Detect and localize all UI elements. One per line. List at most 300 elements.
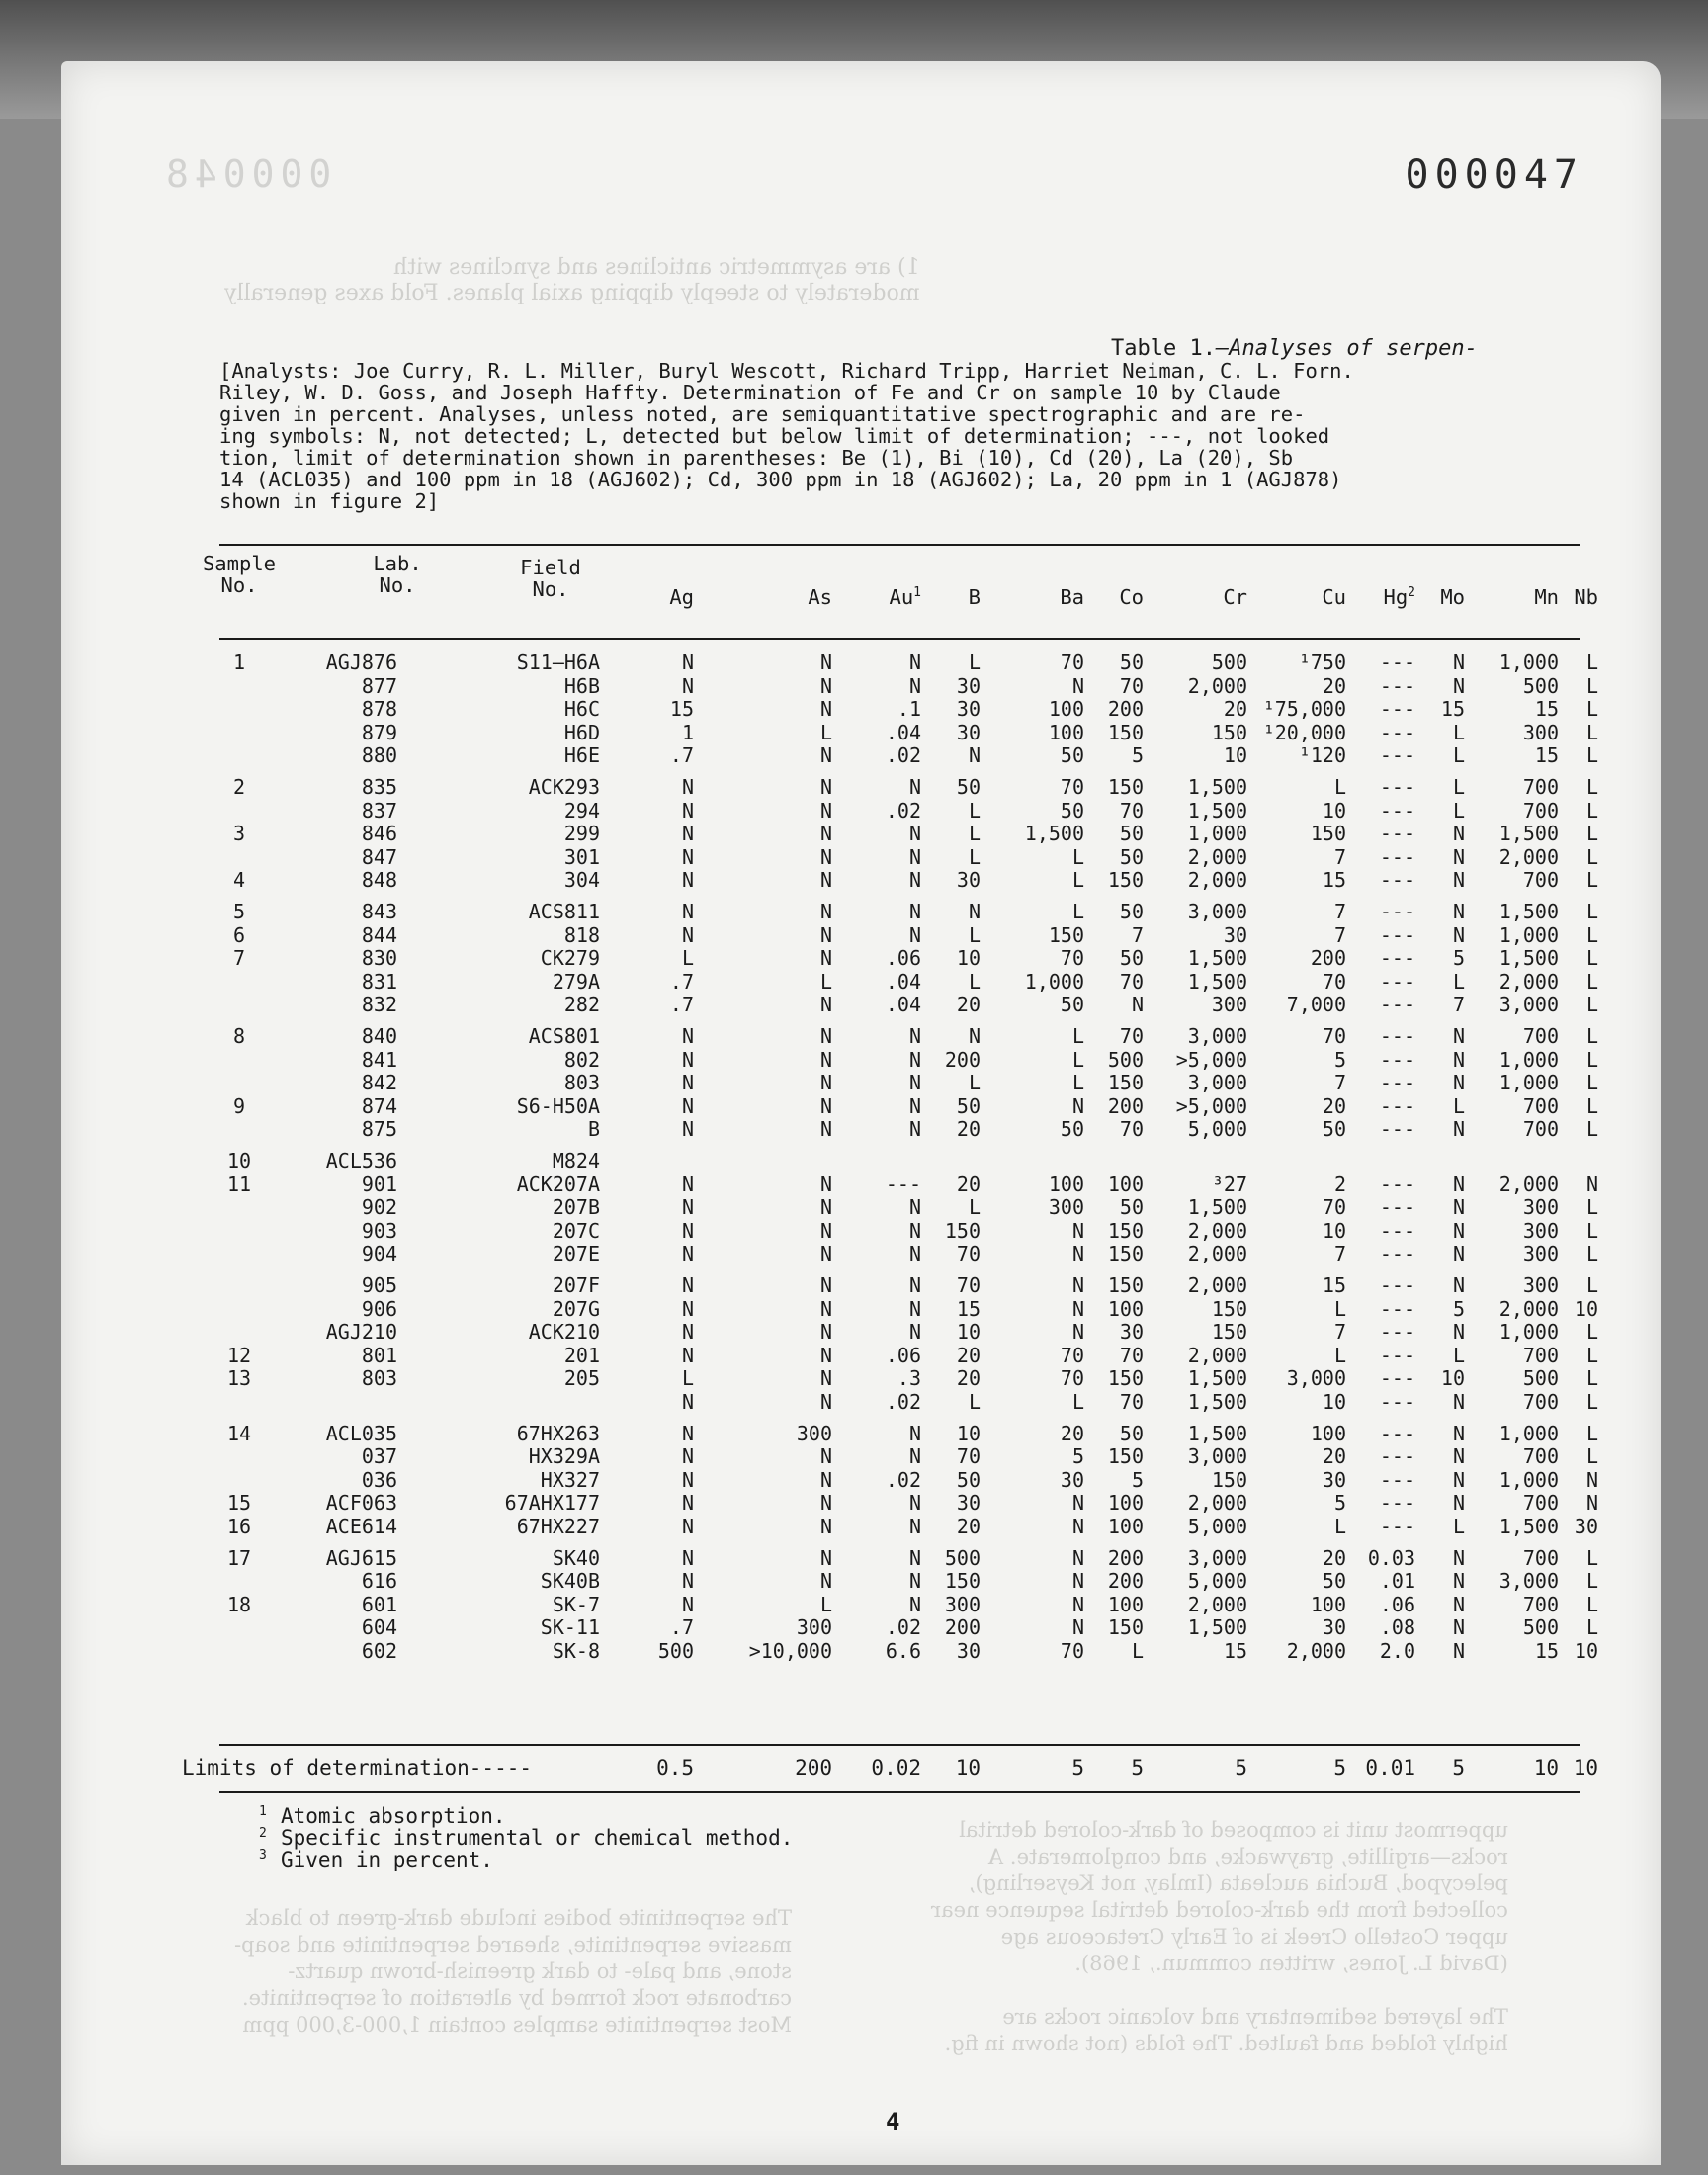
table-cell-field: SK-8: [552, 1639, 600, 1663]
table-cell-cu: 7: [1333, 1071, 1346, 1095]
table-cell-mo: L: [1452, 743, 1465, 768]
table-cell-hg: ---: [1379, 1320, 1415, 1345]
header-bottom-rule: [219, 638, 1580, 640]
table-cell-hg: ---: [1379, 1467, 1415, 1492]
table-cell-field: H6E: [563, 743, 600, 768]
table-cell-b: 50: [956, 1093, 981, 1118]
table-cell-cu: 7: [1333, 1320, 1346, 1345]
table-cell-cr: 1,500: [1187, 1615, 1247, 1640]
table-cell-ag: N: [681, 868, 694, 893]
table-cell-ag: N: [681, 1024, 694, 1048]
table-cell-mo: N: [1452, 1242, 1465, 1266]
header-lab: No.: [379, 573, 416, 597]
table-cell-b: L: [968, 1071, 981, 1095]
table-cell-co: 150: [1107, 1242, 1144, 1266]
table-cell-co: L: [1131, 1639, 1144, 1663]
caption-line: shown in figure 2]: [219, 489, 440, 513]
table-cell-hg: ---: [1379, 822, 1415, 846]
table-cell-mn: 700: [1522, 1592, 1559, 1616]
table-cell-nb: L: [1585, 1273, 1598, 1297]
table-cell-mn: 300: [1522, 1273, 1559, 1297]
table-cell-mo: N: [1452, 1195, 1465, 1220]
table-cell-field: SK40: [552, 1545, 600, 1570]
header-element-label: B: [968, 585, 981, 609]
table-cell-co: 50: [1119, 651, 1144, 674]
table-cell-b: 70: [956, 1273, 981, 1297]
table-cell-field: S6-H50A: [516, 1093, 600, 1118]
table-cell-cr: 1,000: [1187, 822, 1247, 846]
table-cell-ba: 100: [1048, 720, 1084, 744]
ghost-line: moderately to steeply dipping axial planes. Fold axes generally: [224, 281, 920, 305]
table-cell-b: 500: [944, 1545, 981, 1570]
table-cell-field: 802: [563, 1047, 600, 1072]
table-cell-co: 150: [1107, 1444, 1144, 1469]
table-cell-ag: N: [681, 1545, 694, 1570]
table-cell-cu: 15: [1322, 1273, 1346, 1297]
header-element-label: Co: [1119, 585, 1144, 609]
table-cell-b: 10: [956, 946, 981, 971]
table-cell-hg: ---: [1379, 697, 1415, 722]
ghost-line: The layered sedimentary and volcanic rocks are: [1002, 2005, 1508, 2029]
table-cell-nb: 10: [1574, 1296, 1598, 1321]
table-cell-mo: 5: [1452, 1296, 1465, 1321]
table-cell-mo: N: [1452, 1592, 1465, 1616]
table-cell-ba: N: [1071, 1545, 1084, 1570]
header-element-label: Mo: [1440, 585, 1465, 609]
table-cell-cr: 1,500: [1187, 969, 1247, 994]
table-cell-ag: N: [681, 798, 694, 823]
table-cell-mo: 7: [1452, 993, 1465, 1017]
table-cell-ba: 1,000: [1024, 969, 1084, 994]
table-cell-hg: ---: [1379, 1390, 1415, 1414]
table-cell-as: N: [819, 844, 832, 869]
table-cell-cr: 2,000: [1187, 1273, 1247, 1297]
table-cell-hg: ---: [1379, 1024, 1415, 1048]
table-cell-as: N: [819, 1093, 832, 1118]
table-cell-ag: .7: [669, 743, 694, 768]
table-cell-co: 30: [1119, 1320, 1144, 1345]
table-cell-ag: N: [681, 1047, 694, 1072]
table-cell-mn: 700: [1522, 775, 1559, 799]
table-cell-ag: N: [681, 1172, 694, 1196]
table-cell-b: 200: [944, 1047, 981, 1072]
table-cell-cu: 10: [1322, 1218, 1346, 1243]
table-cell-nb: L: [1585, 1569, 1598, 1594]
table-cell-mn: 700: [1522, 1117, 1559, 1142]
header-element-label: Ag: [669, 585, 694, 609]
page-number: 4: [886, 2108, 900, 2135]
header-element-mn: [1465, 585, 1559, 609]
table-cell-hg: ---: [1379, 1515, 1415, 1538]
table-cell-mo: L: [1452, 969, 1465, 994]
table-cell-mo: N: [1452, 1467, 1465, 1492]
table-cell-nb: N: [1585, 1491, 1598, 1516]
table-cell-ba: N: [1071, 1615, 1084, 1640]
table-cell-nb: L: [1585, 1117, 1598, 1142]
ghost-line: rocks—argillite, graywacke, and conglomerate. A: [988, 1845, 1508, 1869]
table-cell-b: 15: [956, 1296, 981, 1321]
table-cell-mn: 3,000: [1498, 993, 1559, 1017]
table-cell-field: SK40B: [540, 1569, 600, 1594]
table-cell-hg: ---: [1379, 1444, 1415, 1469]
table-cell-co: 5: [1131, 1467, 1144, 1492]
table-cell-cr: >5,000: [1175, 1047, 1247, 1072]
table-cell-co: 50: [1119, 822, 1144, 846]
footnote-text: Specific instrumental or chemical method.: [281, 1826, 794, 1850]
table-cell-cr: 3,000: [1187, 1024, 1247, 1048]
table-cell-as: L: [819, 969, 832, 994]
table-cell-b: 300: [944, 1592, 981, 1616]
table-cell-nb: 30: [1574, 1515, 1598, 1538]
table-cell-cr: 150: [1211, 1296, 1247, 1321]
header-field: Field: [520, 556, 581, 579]
limit-value-as: 200: [795, 1756, 832, 1780]
table-cell-b: 30: [956, 1491, 981, 1516]
table-cell-ba: L: [1071, 1024, 1084, 1048]
table-cell-ag: N: [681, 1071, 694, 1095]
table-cell-mn: 500: [1522, 1615, 1559, 1640]
table-cell-co: 150: [1107, 1071, 1144, 1095]
table-cell-au: .1: [897, 697, 921, 722]
table-cell-co: 200: [1107, 1545, 1144, 1570]
table-cell-mn: 15: [1534, 697, 1559, 722]
table-cell-as: N: [819, 743, 832, 768]
table-cell-hg: ---: [1379, 673, 1415, 698]
table-cell-field: ACK293: [528, 775, 600, 799]
table-cell-cr: ³27: [1211, 1172, 1247, 1196]
table-cell-co: 100: [1107, 1515, 1144, 1538]
table-cell-ag: N: [681, 1195, 694, 1220]
table-cell-au: N: [908, 1047, 921, 1072]
table-cell-field: 67HX263: [516, 1421, 600, 1445]
table-cell-ag: N: [681, 1242, 694, 1266]
table-cell-mo: 15: [1440, 697, 1465, 722]
table-title-italic: —Analyses of serpen-: [1215, 336, 1478, 361]
table-cell-field: H6D: [563, 720, 600, 744]
table-cell-ag: N: [681, 1343, 694, 1367]
table-cell-nb: N: [1585, 1467, 1598, 1492]
table-cell-b: 10: [956, 1320, 981, 1345]
table-cell-cu: 200: [1310, 946, 1346, 971]
header-element-co: [1084, 585, 1144, 609]
table-cell-mn: 1,000: [1498, 1071, 1559, 1095]
ghost-line: 1) are asymmetric anticlines and synclines with: [393, 255, 920, 280]
table-cell-field: 301: [563, 844, 600, 869]
table-cell-mn: 1,500: [1498, 900, 1559, 923]
table-cell-nb: L: [1585, 1545, 1598, 1570]
table-cell-field: 294: [563, 798, 600, 823]
ghost-line: (David L. Jones, written commun., 1968).: [1074, 1952, 1508, 1975]
table-cell-co: 70: [1119, 1117, 1144, 1142]
header-element-label: Cr: [1223, 585, 1247, 609]
table-cell-au: N: [908, 1491, 921, 1516]
ghost-line: [931, 1977, 1508, 2004]
table-cell-cu: 20: [1322, 673, 1346, 698]
header-lab: Lab.: [373, 552, 422, 575]
table-cell-sample: 8: [232, 1024, 246, 1048]
table-cell-sample: 2: [232, 775, 246, 799]
table-cell-cr: 150: [1211, 1320, 1247, 1345]
header-field: No.: [532, 577, 569, 601]
table-cell-hg: ---: [1379, 651, 1415, 674]
table-cell-cu: 15: [1322, 868, 1346, 893]
table-cell-field: HX327: [540, 1467, 600, 1492]
table-cell-ba: L: [1071, 844, 1084, 869]
table-cell-mo: L: [1452, 1093, 1465, 1118]
table-cell-mn: 700: [1522, 1093, 1559, 1118]
table-cell-as: N: [819, 1343, 832, 1367]
table-cell-nb: L: [1585, 1343, 1598, 1367]
table-cell-cr: 15: [1223, 1639, 1247, 1663]
table-cell-cu: 30: [1322, 1615, 1346, 1640]
table-cell-mo: N: [1452, 1273, 1465, 1297]
limit-value-b: 10: [955, 1756, 981, 1780]
header-element-label: Nb: [1574, 585, 1598, 609]
table-cell-cr: 300: [1211, 993, 1247, 1017]
table-cell-lab: 880: [361, 743, 397, 768]
table-cell-hg: 2.0: [1379, 1639, 1415, 1663]
table-cell-co: 150: [1107, 1366, 1144, 1391]
table-cell-b: 30: [956, 697, 981, 722]
table-cell-ba: N: [1071, 1320, 1084, 1345]
table-cell-nb: L: [1585, 1024, 1598, 1048]
table-cell-au: ---: [885, 1172, 921, 1196]
table-cell-b: L: [968, 798, 981, 823]
table-cell-co: 70: [1119, 1390, 1144, 1414]
table-cell-nb: L: [1585, 1421, 1598, 1445]
table-cell-cu: 70: [1322, 1195, 1346, 1220]
bleed-through-text-top: [224, 255, 920, 306]
table-cell-hg: .08: [1379, 1615, 1415, 1640]
table-cell-hg: ---: [1379, 844, 1415, 869]
table-cell-as: 300: [796, 1421, 832, 1445]
caption-line: tion, limit of determination shown in parentheses: Be (1), Bi (10), Cd (20), La (20), Sb: [219, 446, 1294, 470]
table-cell-nb: L: [1585, 775, 1598, 799]
table-cell-nb: L: [1585, 1047, 1598, 1072]
table-cell-sample: 7: [232, 946, 246, 971]
table-cell-nb: L: [1585, 1071, 1598, 1095]
table-cell-cu: ¹120: [1298, 743, 1346, 768]
table-cell-cr: 1,500: [1187, 1366, 1247, 1391]
table-cell-as: 300: [796, 1615, 832, 1640]
table-cell-au: 6.6: [885, 1639, 921, 1663]
table-cell-ba: 70: [1060, 1343, 1084, 1367]
table-cell-au: N: [908, 1444, 921, 1469]
table-cell-lab: 904: [361, 1242, 397, 1266]
table-cell-ba: N: [1071, 1296, 1084, 1321]
table-cell-mo: N: [1452, 1024, 1465, 1048]
table-cell-nb: L: [1585, 969, 1598, 994]
table-cell-ag: N: [681, 1592, 694, 1616]
table-cell-field: 207C: [552, 1218, 600, 1243]
table-cell-mn: 700: [1522, 1390, 1559, 1414]
table-cell-mo: N: [1452, 1172, 1465, 1196]
table-cell-co: 100: [1107, 1296, 1144, 1321]
table-cell-lab: 037: [361, 1444, 397, 1469]
table-cell-as: N: [819, 1444, 832, 1469]
table-cell-ba: L: [1071, 1047, 1084, 1072]
table-cell-lab: ACE614: [325, 1515, 397, 1538]
table-cell-co: 500: [1107, 1047, 1144, 1072]
table-cell-cu: 100: [1310, 1421, 1346, 1445]
table-cell-as: N: [819, 1242, 832, 1266]
table-cell-cu: 50: [1322, 1117, 1346, 1142]
table-cell-nb: L: [1585, 1320, 1598, 1345]
table-cell-co: 150: [1107, 868, 1144, 893]
document-page: [61, 61, 1661, 2165]
table-cell-cr: 2,000: [1187, 844, 1247, 869]
table-cell-b: 200: [944, 1615, 981, 1640]
table-cell-ag: N: [681, 822, 694, 846]
table-cell-lab: 616: [361, 1569, 397, 1594]
table-cell-ba: 50: [1060, 993, 1084, 1017]
table-cell-co: 50: [1119, 900, 1144, 923]
table-cell-lab: 832: [361, 993, 397, 1017]
table-cell-ba: 100: [1048, 697, 1084, 722]
table-title-lead: Table 1.: [1111, 336, 1216, 361]
table-cell-cu: ¹20,000: [1262, 720, 1346, 744]
table-cell-cr: 3,000: [1187, 900, 1247, 923]
table-cell-au: N: [908, 1195, 921, 1220]
ghost-line: massive serpentinite, sheared serpentinite and soap-: [234, 1933, 792, 1957]
limit-value-mo: 5: [1452, 1756, 1465, 1780]
header-sample: No.: [220, 573, 258, 597]
table-cell-field: S11—H6A: [516, 651, 600, 674]
table-cell-mo: N: [1452, 900, 1465, 923]
table-cell-field: M824: [552, 1149, 600, 1173]
table-cell-as: N: [819, 673, 832, 698]
table-cell-mo: N: [1452, 1390, 1465, 1414]
table-cell-cr: 3,000: [1187, 1444, 1247, 1469]
table-cell-hg: ---: [1379, 743, 1415, 768]
table-cell-as: N: [819, 1569, 832, 1594]
table-cell-au: N: [908, 822, 921, 846]
table-cell-lab: 875: [361, 1117, 397, 1142]
table-cell-mo: N: [1452, 1218, 1465, 1243]
table-cell-co: 5: [1131, 743, 1144, 768]
table-cell-as: N: [819, 1218, 832, 1243]
table-cell-mn: 700: [1522, 1545, 1559, 1570]
table-cell-lab: 905: [361, 1273, 397, 1297]
footnote: [259, 1826, 794, 1850]
table-cell-as: N: [819, 1491, 832, 1516]
table-cell-as: N: [819, 1172, 832, 1196]
header-footnote-mark: 2: [1408, 585, 1415, 601]
table-cell-cu: 7: [1333, 900, 1346, 923]
table-cell-cr: 2,000: [1187, 1592, 1247, 1616]
table-cell-as: N: [819, 1047, 832, 1072]
table-cell-nb: L: [1585, 1093, 1598, 1118]
table-cell-ba: 70: [1060, 946, 1084, 971]
table-cell-au: N: [908, 651, 921, 674]
table-cell-au: N: [908, 1320, 921, 1345]
table-cell-nb: L: [1585, 993, 1598, 1017]
table-cell-au: N: [908, 1569, 921, 1594]
table-cell-lab: 906: [361, 1296, 397, 1321]
table-cell-sample: 15: [226, 1491, 252, 1516]
table-cell-as: N: [819, 1117, 832, 1142]
table-cell-as: N: [819, 798, 832, 823]
table-cell-hg: ---: [1379, 720, 1415, 744]
table-cell-cr: 2,000: [1187, 1343, 1247, 1367]
table-cell-b: L: [968, 651, 981, 674]
table-cell-ag: .7: [669, 1615, 694, 1640]
table-cell-co: 150: [1107, 775, 1144, 799]
header-element-label: Hg: [1383, 585, 1409, 609]
table-cell-as: N: [819, 822, 832, 846]
table-cell-lab: ACL035: [325, 1421, 397, 1445]
table-cell-cr: 2,000: [1187, 1491, 1247, 1516]
table-cell-nb: L: [1585, 844, 1598, 869]
table-cell-mn: 1,500: [1498, 1515, 1559, 1538]
ghost-line: The serpentinite bodies include dark-green to black: [245, 1906, 792, 1930]
table-cell-ba: N: [1071, 673, 1084, 698]
table-cell-b: N: [968, 743, 981, 768]
table-cell-ag: N: [681, 1515, 694, 1538]
table-cell-mn: 700: [1522, 1491, 1559, 1516]
table-cell-hg: 0.03: [1367, 1545, 1415, 1570]
table-cell-cr: >5,000: [1175, 1093, 1247, 1118]
table-cell-lab: 878: [361, 697, 397, 722]
table-cell-cr: 3,000: [1187, 1071, 1247, 1095]
table-cell-cr: 500: [1211, 651, 1247, 674]
table-cell-nb: L: [1585, 1615, 1598, 1640]
table-cell-mn: 1,000: [1498, 651, 1559, 674]
table-cell-ag: N: [681, 900, 694, 923]
table-cell-as: N: [819, 868, 832, 893]
table-cell-mo: N: [1452, 1569, 1465, 1594]
table-cell-hg: ---: [1379, 1366, 1415, 1391]
table-cell-mo: N: [1452, 822, 1465, 846]
table-cell-co: 50: [1119, 1421, 1144, 1445]
footnote: [259, 1804, 506, 1828]
table-cell-mn: 300: [1522, 1242, 1559, 1266]
table-cell-ba: 70: [1060, 1639, 1084, 1663]
table-cell-cu: 20: [1322, 1545, 1346, 1570]
table-cell-sample: 17: [226, 1545, 252, 1570]
table-cell-mn: 700: [1522, 798, 1559, 823]
table-cell-lab: AGJ615: [325, 1545, 397, 1570]
limits-label: Limits of determination-----: [182, 1756, 533, 1780]
table-cell-ag: N: [681, 651, 694, 674]
table-cell-ba: 300: [1048, 1195, 1084, 1220]
table-cell-lab: 902: [361, 1195, 397, 1220]
table-cell-co: 150: [1107, 720, 1144, 744]
table-cell-sample: 14: [226, 1421, 252, 1445]
table-cell-mo: L: [1452, 1515, 1465, 1538]
table-cell-nb: L: [1585, 720, 1598, 744]
table-cell-cr: 20: [1223, 697, 1247, 722]
table-cell-lab: AGJ876: [325, 651, 397, 674]
table-cell-au: .04: [885, 720, 921, 744]
table-cell-cr: 1,500: [1187, 946, 1247, 971]
table-cell-b: 20: [956, 1172, 981, 1196]
table-cell-lab: ACL536: [325, 1149, 397, 1173]
table-cell-field: B: [587, 1117, 600, 1142]
table-cell-sample: 11: [226, 1172, 252, 1196]
table-cell-mn: 700: [1522, 1024, 1559, 1048]
table-cell-lab: 847: [361, 844, 397, 869]
header-element-as: [714, 585, 832, 609]
table-cell-cu: 150: [1310, 822, 1346, 846]
table-cell-field: 803: [563, 1071, 600, 1095]
table-cell-field: ACK210: [528, 1320, 600, 1345]
table-cell-as: N: [819, 1296, 832, 1321]
table-cell-mo: N: [1452, 651, 1465, 674]
table-cell-co: 150: [1107, 1218, 1144, 1243]
table-cell-ag: N: [681, 673, 694, 698]
table-cell-mn: 15: [1534, 743, 1559, 768]
